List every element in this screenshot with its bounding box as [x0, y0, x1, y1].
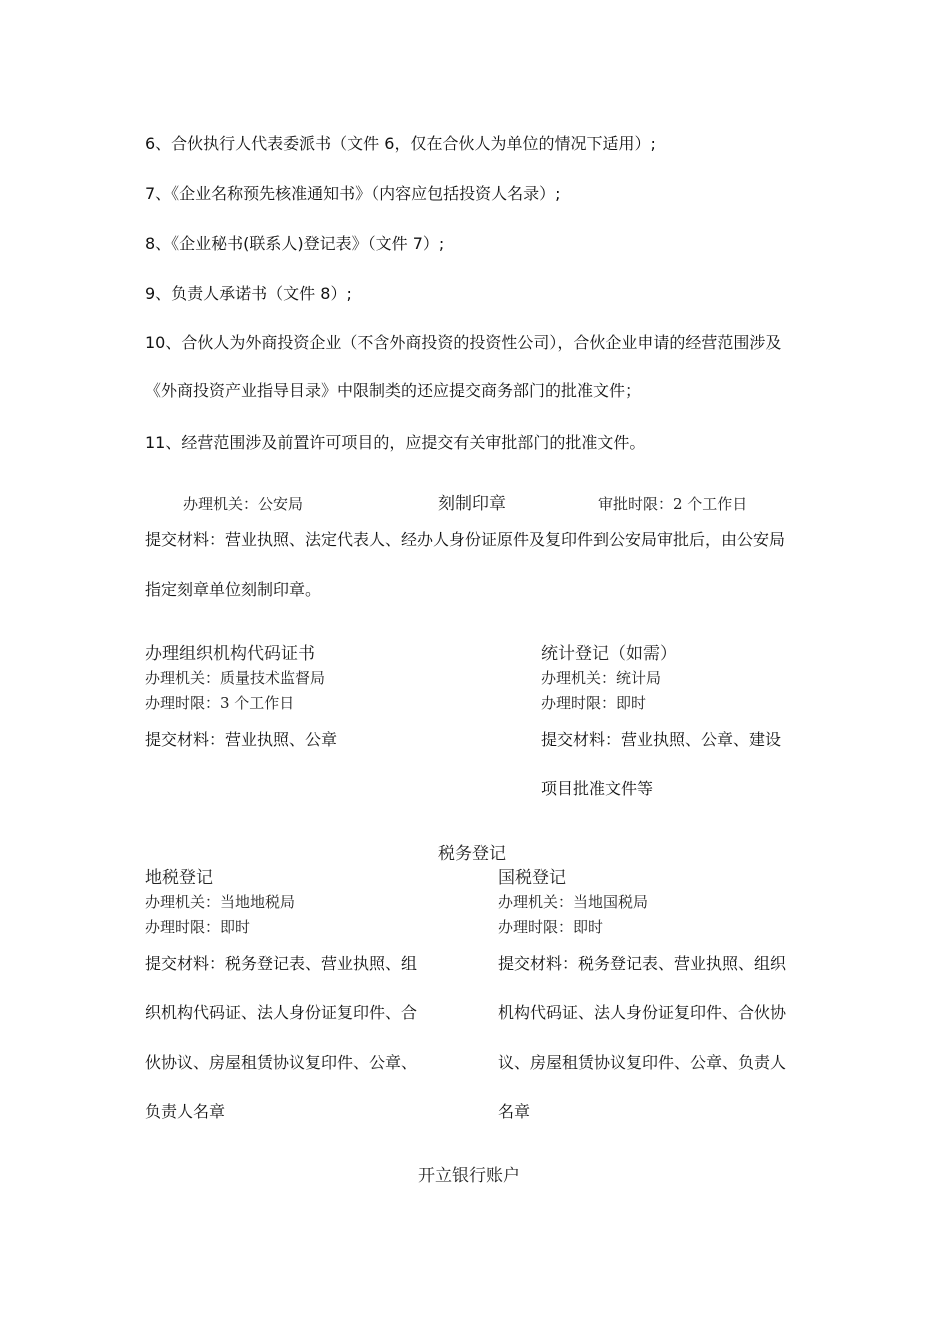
tax-title: 税务登记	[438, 844, 506, 864]
statistics-title: 统计登记（如需）	[541, 644, 677, 664]
seal-agency: 办理机关：公安局	[183, 495, 304, 513]
org-code-limit: 办理时限：3 个工作日	[145, 694, 295, 712]
local-tax-materials-line: 提交材料：税务登记表、营业执照、组	[145, 954, 418, 973]
national-tax-materials-line: 机构代码证、法人身份证复印件、合伙协	[498, 1003, 787, 1022]
statistics-materials-line2: 项目批准文件等	[541, 779, 654, 798]
list-item-10-line2: 《外商投资产业指导目录》中限制类的还应提交商务部门的批准文件；	[145, 381, 642, 400]
list-item-9: 9、负责人承诺书（文件 8）;	[145, 284, 352, 303]
national-tax-materials-line: 名章	[498, 1102, 531, 1121]
list-item-7: 7、《企业名称预先核准通知书》（内容应包括投资人名录）;	[145, 184, 561, 203]
statistics-agency: 办理机关：统计局	[541, 669, 662, 687]
national-tax-agency: 办理机关：当地国税局	[498, 893, 649, 911]
seal-title: 刻制印章	[438, 494, 506, 514]
local-tax-materials-line: 伙协议、房屋租赁协议复印件、公章、	[145, 1053, 418, 1072]
org-code-agency: 办理机关：质量技术监督局	[145, 669, 326, 687]
national-tax-limit: 办理时限：即时	[498, 918, 604, 936]
local-tax-materials-line: 织机构代码证、法人身份证复印件、合	[145, 1003, 418, 1022]
list-item-6: 6、合伙执行人代表委派书（文件 6，仅在合伙人为单位的情况下适用）;	[145, 134, 656, 153]
statistics-materials-line1: 提交材料：营业执照、公章、建设	[541, 730, 782, 749]
org-code-materials: 提交材料：营业执照、公章	[145, 730, 338, 749]
national-tax-title: 国税登记	[498, 868, 566, 888]
local-tax-title: 地税登记	[145, 868, 213, 888]
seal-limit: 审批时限：2 个工作日	[598, 495, 748, 513]
list-item-8: 8、《企业秘书(联系人)登记表》（文件 7）;	[145, 234, 445, 253]
national-tax-materials-line: 提交材料：税务登记表、营业执照、组织	[498, 954, 787, 973]
seal-materials-line1: 提交材料：营业执照、法定代表人、经办人身份证原件及复印件到公安局审批后，由公安局	[145, 530, 786, 549]
local-tax-agency: 办理机关：当地地税局	[145, 893, 296, 911]
local-tax-materials-line: 负责人名章	[145, 1102, 226, 1121]
list-item-10-line1: 10、合伙人为外商投资企业（不含外商投资的投资性公司），合伙企业申请的经营范围涉及	[145, 333, 782, 352]
org-code-title: 办理组织机构代码证书	[145, 644, 315, 664]
local-tax-limit: 办理时限：即时	[145, 918, 251, 936]
list-item-11: 11、经营范围涉及前置许可项目的，应提交有关审批部门的批准文件。	[145, 433, 646, 452]
national-tax-materials-line: 议、房屋租赁协议复印件、公章、负责人	[498, 1053, 787, 1072]
bank-title: 开立银行账户	[418, 1166, 520, 1186]
statistics-limit: 办理时限：即时	[541, 694, 647, 712]
seal-materials-line2: 指定刻章单位刻制印章。	[145, 580, 322, 599]
